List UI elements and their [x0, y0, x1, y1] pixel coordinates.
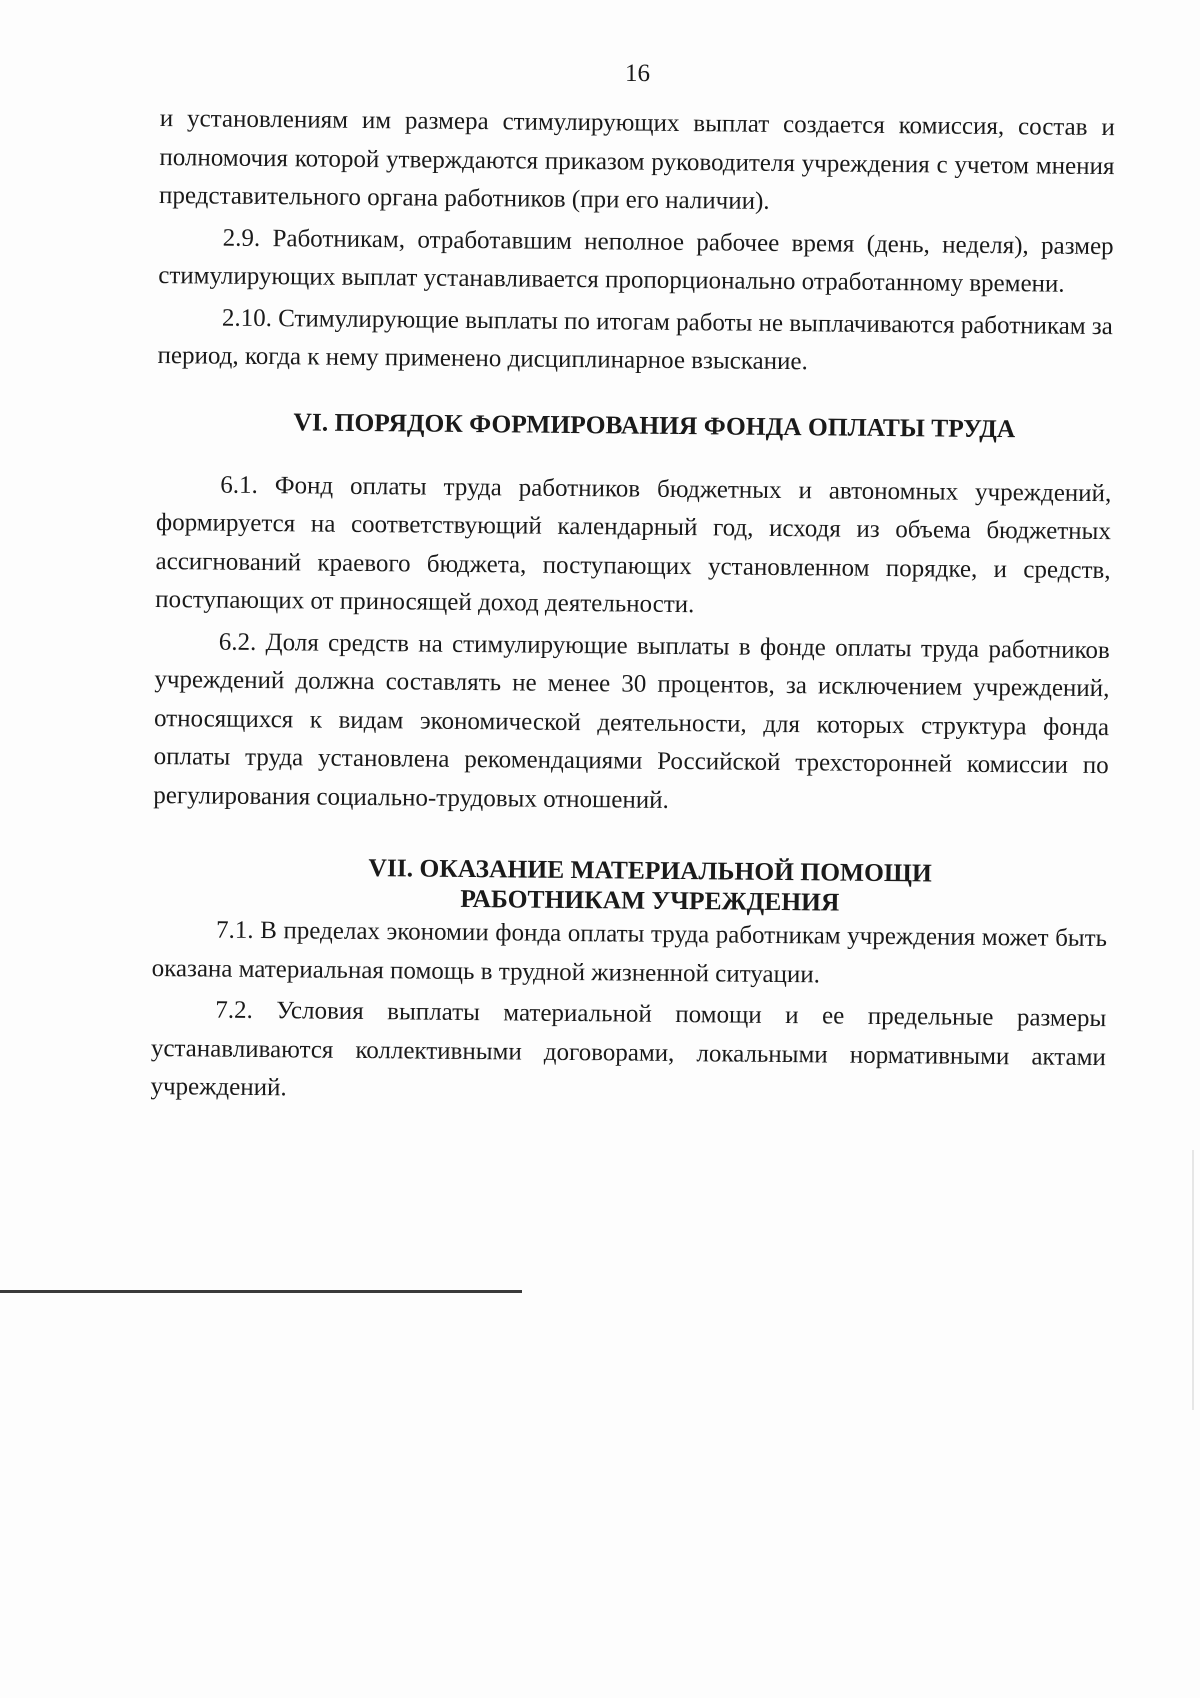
paragraph-7-2: 7.2. Условия выплаты материальной помощи и ее предельные размеры устанавливаются коллективными договорами, локальными нормативными актами учреждений.: [150, 996, 1107, 1102]
section-heading-vi: [157, 405, 1112, 444]
section-heading-vii: [152, 851, 1108, 920]
paragraph-2-10: 2.10. Стимулирующие выплаты по итогам работы не выплачиваются работникам за период, когда к нему применено дисциплинарное взыскание.: [157, 304, 1114, 376]
paragraph-2-9: 2.9. Работникам, отработавшим неполное рабочее время (день, неделя), размер стимулирующих выплат устанавливается пропорционально отработанному времени.: [158, 224, 1114, 298]
heading-vii-line-1: VII. ОКАЗАНИЕ МАТЕРИАЛЬНОЙ ПОМОЩИ: [368, 853, 932, 888]
paragraph-6-1: 6.1. Фонд оплаты труда работников бюджетных и автономных учреждений, формируется на соответствующий календарный год, исходя из объема бюджетных ассигнований краевого бюджета, поступающих установленном порядке, и средств, поступающих от приносящей доход деятельности.: [155, 471, 1112, 619]
heading-vii-line-2: РАБОТНИКАМ УЧРЕЖДЕНИЯ: [460, 883, 840, 917]
heading-vi-line: VI. ПОРЯДОК ФОРМИРОВАНИЯ ФОНДА ОПЛАТЫ ТРУДА: [293, 406, 1016, 443]
paragraph-commission: и установлениям им размера стимулирующих выплат создается комиссия, состав и полномочия которой утверждаются приказом руководителя учреждения с учетом мнения представительного органа работников (при его наличии).: [158, 104, 1115, 215]
page-number: 16: [625, 60, 650, 87]
paragraph-7-1: 7.1. В пределах экономии фонда оплаты труда работникам учреждения может быть оказана материальная помощь в трудной жизненной ситуации.: [151, 916, 1108, 988]
footnote-separator-line: [0, 1290, 522, 1293]
scan-edge-mark: [1192, 1150, 1194, 1410]
paragraph-6-2: 6.2. Доля средств на стимулирующие выплаты в фонде оплаты труда работников учреждений должна составлять не менее 30 процентов, за исключением учреждений, относящихся к видам экономической деятельности, для которых структура фонда оплаты труда установлена рекомендациями Российской трехсторонней комиссии по регулирования социально-трудовых отношений.: [153, 628, 1110, 814]
document-body: [150, 100, 1115, 1119]
